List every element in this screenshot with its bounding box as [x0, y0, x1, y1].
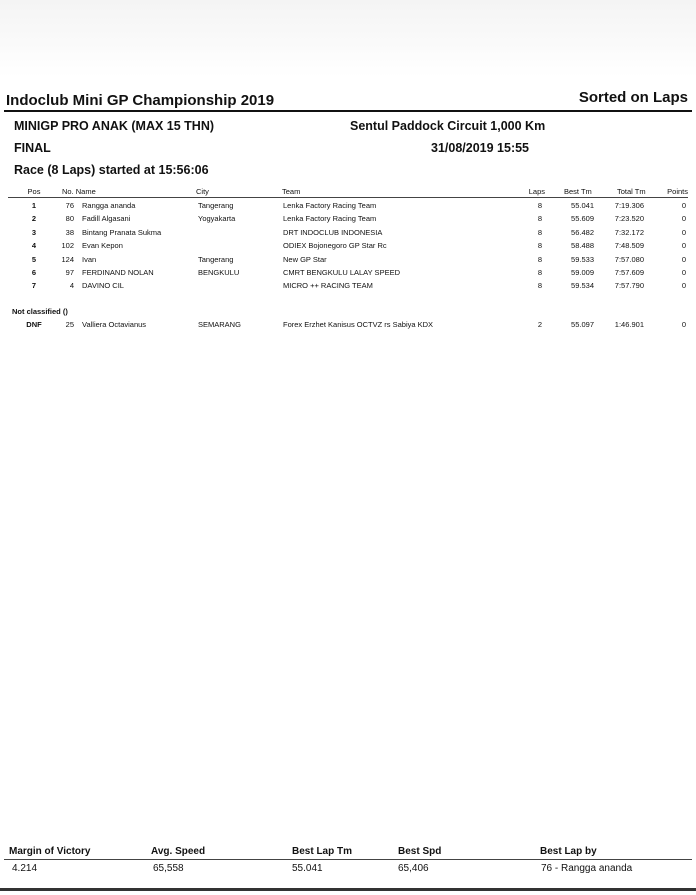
cell-city: Tangerang	[198, 201, 234, 210]
cell-pos: DNF	[26, 320, 42, 329]
cell-team: MICRO ++ RACING TEAM	[283, 281, 373, 291]
session-name: FINAL	[14, 141, 51, 155]
cell-name: Bintang Pranata Sukma	[82, 227, 162, 237]
avg-speed-label: Avg. Speed	[151, 846, 206, 857]
cell-points: 0	[681, 281, 686, 291]
championship-title: Indoclub Mini GP Championship 2019	[6, 92, 275, 109]
margin-value: 4.214	[12, 863, 38, 874]
cell-number: 4	[69, 281, 74, 291]
top-margin	[0, 0, 696, 78]
not-classified-label: Not classified ()	[12, 307, 68, 316]
cell-laps: 8	[537, 201, 542, 210]
best-lap-by-value: 76 - Rangga ananda	[541, 863, 633, 874]
cell-team: New GP Star	[283, 254, 327, 264]
session-datetime: 31/08/2019 15:55	[431, 141, 530, 155]
circuit-name: Sentul Paddock Circuit 1,000 Km	[350, 119, 546, 133]
cell-points: 0	[681, 241, 686, 251]
cell-team: Forex Erzhet Kanisus OCTVZ rs Sabiya KDX	[283, 320, 434, 329]
cell-points: 0	[681, 268, 686, 277]
margin-label: Margin of Victory	[9, 846, 91, 857]
cell-points: 0	[681, 214, 686, 224]
cell-city: Tangerang	[198, 254, 234, 264]
cell-best-tm: 55.097	[571, 320, 594, 329]
cell-team: Lenka Factory Racing Team	[283, 214, 377, 224]
col-pos: Pos	[27, 187, 41, 196]
cell-name: DAVINO CIL	[82, 281, 124, 291]
cell-pos: 1	[31, 201, 37, 210]
cell-number: 97	[65, 268, 74, 277]
cell-pos: 5	[31, 254, 37, 264]
col-team: Team	[282, 187, 301, 196]
cell-city: BENGKULU	[198, 268, 240, 277]
footer-divider	[4, 859, 692, 860]
cell-best-tm: 56.482	[571, 227, 594, 237]
cell-pos: 4	[31, 241, 37, 251]
cell-laps: 8	[537, 281, 542, 291]
col-total-tm: Total Tm	[617, 187, 646, 196]
cell-points: 0	[681, 254, 686, 264]
header-divider	[4, 110, 692, 112]
cell-laps: 8	[537, 254, 542, 264]
cell-best-tm: 59.534	[571, 281, 594, 291]
cell-city: Yogyakarta	[198, 214, 236, 224]
bottom-edge	[0, 888, 696, 891]
cell-city: SEMARANG	[198, 320, 241, 329]
cell-best-tm: 55.041	[571, 201, 594, 210]
cell-best-tm: 55.609	[571, 214, 594, 224]
cell-total-tm: 7:32.172	[614, 227, 644, 237]
best-lap-tm-label: Best Lap Tm	[292, 846, 353, 857]
cell-laps: 8	[537, 227, 542, 237]
col-no-name: No. Name	[62, 187, 96, 196]
best-spd-value: 65,406	[398, 863, 429, 874]
best-lap-by-label: Best Lap by	[540, 846, 597, 857]
cell-points: 0	[681, 227, 686, 237]
cell-points: 0	[681, 320, 686, 329]
cell-number: 25	[65, 320, 74, 329]
cell-laps: 8	[537, 241, 542, 251]
cell-total-tm: 7:57.790	[614, 281, 644, 291]
cell-pos: 2	[31, 214, 37, 224]
best-spd-label: Best Spd	[398, 846, 442, 857]
cell-total-tm: 7:48.509	[614, 241, 644, 251]
col-best-tm: Best Tm	[564, 187, 592, 196]
cell-number: 38	[65, 227, 74, 237]
sorted-label: Sorted on Laps	[578, 89, 688, 106]
cell-name: Rangga ananda	[82, 201, 136, 210]
cell-laps: 8	[537, 268, 542, 277]
cell-best-tm: 58.488	[571, 241, 594, 251]
cell-name: Fadill Algasani	[82, 214, 131, 224]
col-city: City	[196, 187, 209, 196]
cell-total-tm: 7:57.609	[614, 268, 644, 277]
cell-number: 102	[61, 241, 74, 251]
cell-pos: 6	[31, 268, 37, 277]
cell-total-tm: 7:19.306	[614, 201, 644, 210]
race-info: Race (8 Laps) started at 15:56:06	[14, 163, 209, 177]
cell-name: FERDINAND NOLAN	[82, 268, 154, 277]
best-lap-tm-value: 55.041	[292, 863, 323, 874]
cell-pos: 3	[31, 227, 37, 237]
col-points: Points	[667, 187, 688, 196]
cell-team: Lenka Factory Racing Team	[283, 201, 377, 210]
cell-number: 80	[65, 214, 74, 224]
cell-total-tm: 7:57.080	[614, 254, 644, 264]
cell-number: 76	[65, 201, 74, 210]
cell-name: Valliera Octavianus	[82, 320, 147, 329]
avg-speed-value: 65,558	[153, 863, 184, 874]
column-header-divider	[8, 197, 688, 198]
cell-team: ODIEX Bojonegoro GP Star Rc	[283, 241, 387, 251]
cell-pos: 7	[31, 281, 37, 291]
cell-number: 124	[61, 254, 74, 264]
cell-total-tm: 1:46.901	[614, 320, 644, 329]
col-laps: Laps	[528, 187, 545, 196]
cell-name: Ivan	[82, 254, 97, 264]
cell-team: CMRT BENGKULU LALAY SPEED	[283, 268, 400, 277]
cell-best-tm: 59.533	[571, 254, 594, 264]
cell-total-tm: 7:23.520	[614, 214, 644, 224]
cell-points: 0	[681, 201, 686, 210]
cell-laps: 2	[537, 320, 542, 329]
cell-team: DRT INDOCLUB INDONESIA	[283, 227, 383, 237]
cell-name: Evan Kepon	[82, 241, 123, 251]
cell-best-tm: 59.009	[571, 268, 594, 277]
class-name: MINIGP PRO ANAK (MAX 15 THN)	[14, 119, 215, 133]
cell-laps: 8	[537, 214, 542, 224]
